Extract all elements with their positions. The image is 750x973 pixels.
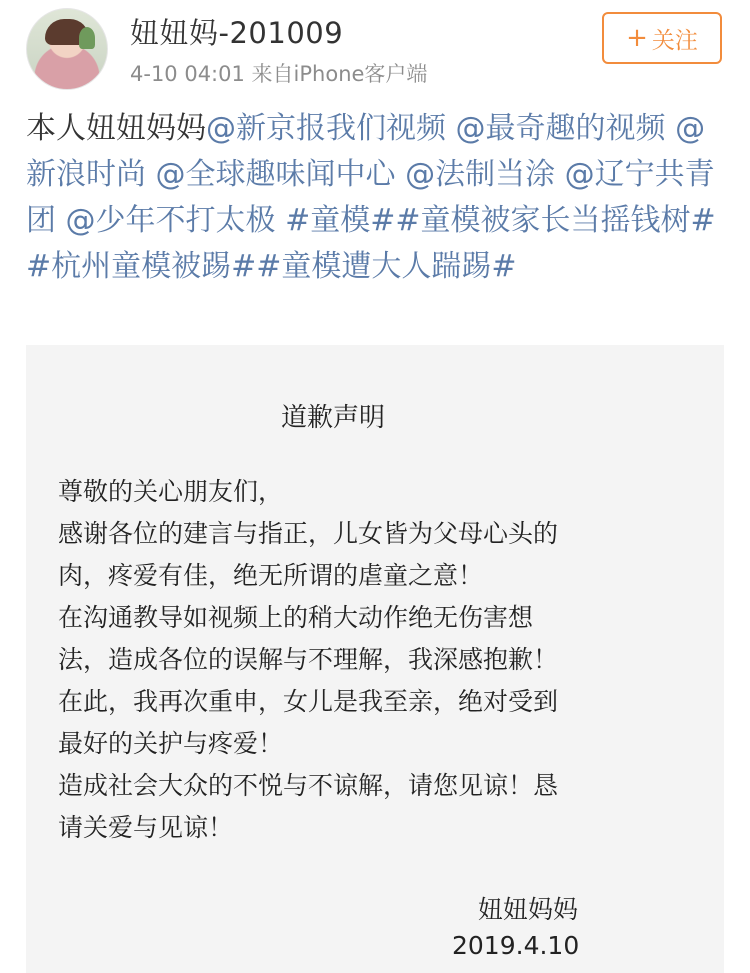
- mention-link[interactable]: @新京报我们视频: [206, 111, 446, 146]
- hashtag-link[interactable]: #杭州童模被踢#: [26, 249, 257, 284]
- hashtag-link[interactable]: #童模#: [285, 203, 396, 238]
- follow-button[interactable]: [602, 12, 722, 64]
- mention-link[interactable]: @最奇趣的视频: [455, 111, 666, 146]
- post-text-segment: [146, 157, 156, 192]
- post-text-segment: [276, 203, 286, 238]
- letter-body: 尊敬的关心朋友们， 感谢各位的建言与指正，儿女皆为父母心头的 肉，疼爱有佳，绝无所谓的虐童之意！ 在沟通教导如视频上的稍大动作绝无伤害想 法，造成各位的误解与不理解，我深感抱歉！ 在此，我再次重申，女儿是我至亲，绝对受到 最好的关护与疼爱！ 造成社会大众的不悦与不谅解，请您见谅！恳 请关爱与见谅！: [58, 477, 559, 842]
- plus-icon: +: [626, 23, 648, 53]
- letter-date: 2019.4.10: [452, 931, 580, 960]
- post-text-segment: 本人妞妞妈妈: [26, 111, 206, 146]
- mention-link[interactable]: @新浪时尚: [26, 111, 706, 192]
- avatar-plant: [79, 27, 95, 49]
- hashtag-link[interactable]: #童模遭大人踹踢#: [256, 249, 517, 284]
- mention-link[interactable]: @少年不打太极: [65, 203, 276, 238]
- post-text-segment: [666, 111, 676, 146]
- mention-link[interactable]: @全球趣味闻中心: [155, 157, 396, 192]
- post-time: 4-10 04:01: [130, 62, 245, 86]
- post-image[interactable]: [26, 345, 724, 973]
- hashtag-link[interactable]: #童模被家长当摇钱树#: [395, 203, 716, 238]
- follow-label: 关注: [651, 27, 698, 54]
- post-text-segment: [446, 111, 456, 146]
- post-text-segment: [555, 157, 565, 192]
- mention-link[interactable]: @辽宁共青团: [26, 157, 715, 238]
- post-source: 来自iPhone客户端: [251, 62, 428, 86]
- post-header: [0, 0, 750, 100]
- mention-link[interactable]: @法制当涂: [405, 157, 556, 192]
- username[interactable]: 妞妞妈-201009: [130, 16, 344, 50]
- letter-title: 道歉声明: [281, 403, 386, 433]
- post-text-segment: [56, 203, 66, 238]
- post-meta: [130, 58, 427, 88]
- post-text: [26, 106, 726, 290]
- letter-signature: 妞妞妈妈: [478, 895, 579, 924]
- avatar[interactable]: [26, 8, 108, 90]
- post-text-segment: [396, 157, 406, 192]
